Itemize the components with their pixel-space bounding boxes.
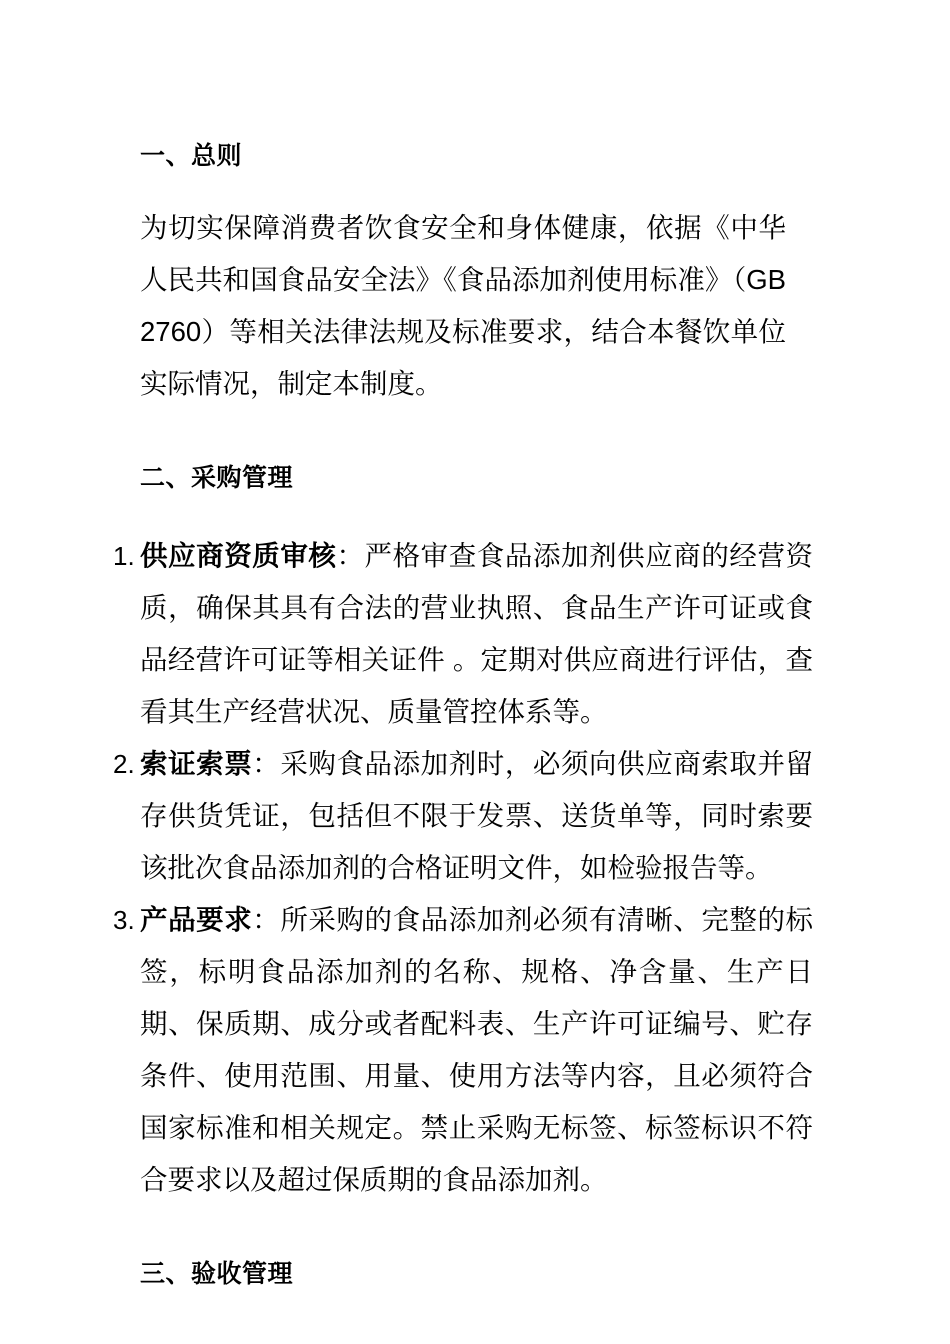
- procurement-items-list: [113, 530, 813, 1206]
- list-item: [113, 530, 813, 738]
- section-heading-procurement-management: 二、采购管理: [140, 464, 294, 492]
- list-item-marker: 3.: [113, 905, 135, 935]
- spacer: [113, 410, 813, 452]
- list-item-body: 采购食品添加剂时，必须向供应商索取并留存供货凭证，包括但不限于发票、送货单等，同时索要该批次食品添加剂的合格证明文件，如检验报告等。: [140, 748, 814, 883]
- list-item-body: 所采购的食品添加剂必须有清晰、完整的标签，标明食品添加剂的名称、规格、净含量、生产日期、保质期、成分或者配料表、生产许可证编号、贮存条件、使用范围、用量、使用方法等内容，且必须符合国家标准和相关规定。禁止采购无标签、标签标识不符合要求以及超过保质期的食品添加剂。: [140, 904, 814, 1195]
- list-item-marker: 2.: [113, 749, 135, 779]
- section-paragraph-general-principles: 为切实保障消费者饮食安全和身体健康，依据《中华人民共和国食品安全法》《食品添加剂使用标准》（GB 2760）等相关法律法规及标准要求，结合本餐饮单位实际情况，制定本制度。: [140, 212, 786, 399]
- list-item: [113, 894, 813, 1206]
- list-item-colon: ：: [252, 904, 281, 935]
- spacer: [113, 1206, 813, 1248]
- list-item: [113, 738, 813, 894]
- list-item-label: 供应商资质审核: [140, 540, 337, 571]
- document-content: [113, 0, 813, 1300]
- list-item-colon: ：: [252, 748, 281, 779]
- top-spacer: [113, 0, 813, 130]
- list-item-label: 索证索票: [140, 748, 253, 779]
- section-heading-general-principles: 一、总则: [140, 142, 243, 170]
- list-item-body: 严格审查食品添加剂供应商的经营资质，确保其具有合法的营业执照、食品生产许可证或食品经营许可证等相关证件 。定期对供应商进行评估，查看其生产经营状况、质量管控体系等。: [140, 540, 814, 727]
- list-item-label: 产品要求: [140, 904, 253, 935]
- spacer: [113, 504, 813, 530]
- section-heading-acceptance-management: 三、验收管理: [140, 1260, 294, 1288]
- spacer: [113, 182, 813, 202]
- list-item-colon: ：: [336, 540, 365, 571]
- list-item-marker: 1.: [113, 541, 135, 571]
